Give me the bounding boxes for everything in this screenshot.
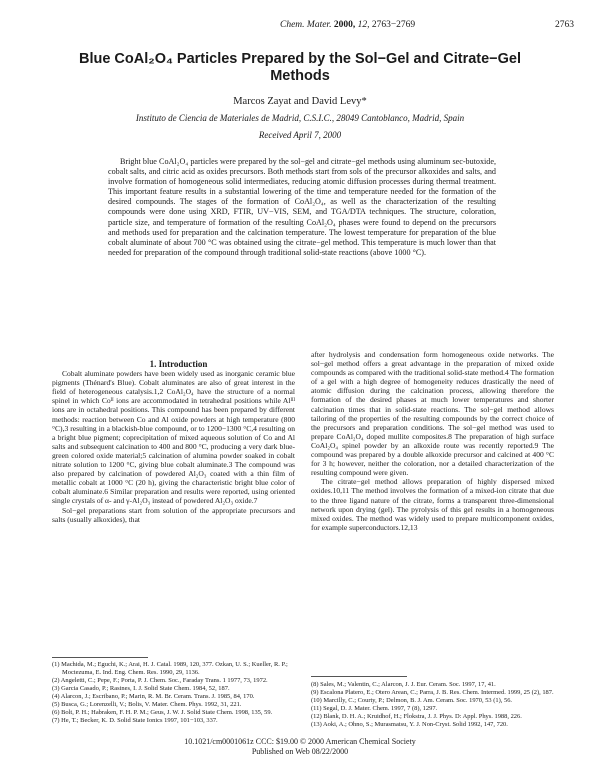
paragraph: The citrate−gel method allows preparation of highly dispersed mixed oxides.10,11 The method involves the formation of a mixed-ion citrate that due to the three ligand nature of the citrate, forms a transparent three-dimensional network upon drying (gel). The pyrolysis of this gel results in a homogeneous mixed oxides. The method was widely used to prepare multicomponent oxides, for example superconductors.12,13: [311, 477, 554, 532]
reference-item: (5) Busca, G.; Lorenzelli, V.; Bolis, V. Mater. Chem. Phys. 1992, 31, 221.: [52, 701, 242, 708]
reference-item: (7) He, T.; Becker, K. D. Solid State Ionics 1997, 101−103, 337.: [52, 717, 218, 724]
page-footer: [0, 737, 600, 756]
reference-item: (13) Aoki, A.; Ohno, S.; Murasmatsu, Y. J. Non-Cryst. Solid 1992, 147, 720.: [311, 721, 508, 728]
reference-item: (3) Garcia Casado, P.; Rasines, I. J. Solid State Chem. 1984, 52, 187.: [52, 685, 230, 692]
left-column: [52, 360, 295, 524]
reference-item: (12) Blank, D. H. A.; Kruidhof, H.; Flokstra, J. J. Phys. D: Appl. Phys. 1988, 226.: [311, 713, 522, 720]
reference-item: (8) Sales, M.; Valentin, C.; Alarcon, J. J. Eur. Ceram. Soc. 1997, 17, 41.: [311, 681, 496, 688]
footnote-divider: [311, 676, 407, 677]
paragraph: Sol−gel preparations start from solution of the appropriate precursors and salts (usually alkoxides), that: [52, 505, 295, 524]
affiliation: Instituto de Ciencia de Materiales de Madrid, C.S.I.C., 28049 Cantoblanco, Madrid, Spain: [135, 113, 465, 123]
publication-date: Published on Web 08/22/2000: [251, 746, 349, 756]
authors: Marcos Zayat and David Levy*: [233, 96, 367, 107]
paper-title: Blue CoAl₂O₄ Particles Prepared by the Sol−Gel and Citrate−Gel Methods: [78, 51, 522, 84]
received-date: Received April 7, 2000: [258, 130, 342, 140]
page-number: 2763: [555, 20, 574, 30]
reference-item: (9) Escalona Platero, E.; Otero Arean, C.; Parra, J. B. Res. Chem. Intermed. 1999, 25 (2), 187.: [311, 689, 554, 696]
doi-line: 10.1021/cm0001061z CCC: $19.00 © 2000 American Chemical Society: [184, 737, 416, 746]
journal-citation: Chem. Mater. 2000, 12, 2763−2769: [280, 20, 416, 30]
reference-item: (11) Segal, D. J. Mater. Chem. 1997, 7 (8), 1297.: [311, 705, 438, 712]
reference-item: (4) Alarcon, J.; Escribano, P.; Marin, R. M. Br. Ceram. Trans. J. 1985, 84, 170.: [52, 693, 255, 700]
section-heading: 1. Introduction: [149, 359, 208, 369]
running-header: [0, 20, 600, 34]
reference-item: (2) Angeletti, C.; Pepe, F.; Porta, P. J. Chem. Soc., Faraday Trans. 1 1977, 73, 1972.: [52, 677, 268, 684]
paragraph: after hydrolysis and condensation form homogeneous oxide networks. The sol−gel method offers a great advantage in the preparation of mixed oxide compounds as compared with the traditional solid-state method.4 The formation of a gel with a high degree of homogeneity reduces drastically the need of atomic diffusion during the calcination process, allowing therefore the formation of the desired phases at much lower temperatures and shorter calcination times that in solid-state reactions. The sol−gel method allows tailoring of the properties of the resulting compounds by the correct choice of the precursors and preparation conditions. The sol−gel method was used to prepare CoAl₂O₄ doped mullite composites.8 The preparation of high surface CoAl₂O₄ spinel powder by an alkoxide route was recently reported.9 The compound was prepared by a double alkoxide precursor and calcined at 400 °C for 3 h; however, neither the coloration, nor a detailed characterization of the resulting compound were given.: [311, 350, 554, 478]
reference-item: (6) Bolt, P. H.; Habraken, F. H. P. M.; Geus, J. W. J. Solid State Chem. 1998, 135, 59.: [52, 709, 273, 716]
reference-item: (1) Machida, M.; Eguchi, K.; Arai, H. J. Catal. 1989, 120, 377. Ozkan, U. S.; Kueller, R. P.; Moctezuma, E. Ind. Eng. Chem. Res. 1990, 29, 1136.: [52, 661, 288, 676]
paragraph: Cobalt aluminate powders have been widely used as inorganic ceramic blue pigments (Thénard's Blue). Cobalt aluminates are also of great interest in the field of heterogeneous catalysis.1,2 CoAl₂O₄ have the structure of a normal spinel in which Coᴵᴵ ions are accommodated in tetrahedral positions while Alᴵᴵᴵ ions are in octahedral positions. This compound has been prepared by different methods: reaction between Co and Al oxide powders at high temperature (800 °C),3 resulting in a blackish-blue compound, or to 1200−1300 °C,4 resulting on a bright blue pigment; coprecipitation of mixed aqueous solution of Co and Al salts and subsequent calcination to 400 and 800 °C, producing a very dark blue-green colored oxide material;5 calcination of alumina powder soaked in cobalt nitrate solution to 1200 °C, giving blue cobalt aluminate.3 The compound was also prepared by calcination of powdered Al₂O₃ coated with a thin film of metallic cobalt at 1000 °C (20 h), giving the characteristic bright blue color of cobalt aluminate.6 Similar preparation and results were reported, using oriented single crystals of α- and γ-Al₂O₃ instead of powdered Al₂O₃ oxide.7: [52, 369, 295, 506]
right-column: [311, 350, 554, 532]
references-right: [311, 681, 554, 729]
abstract: Bright blue CoAl₂O₄ particles were prepared by the sol−gel and citrate−gel methods using aluminum sec-butoxide, cobalt salts, and citric acid as oxides precursors. Both methods start from sols of the precursor alkoxides and salts, and involve formation of homogeneous solid intermediates, reducing atomic diffusion processes during thermal treatment. This important feature results in a substantial lowering of the time and temperature needed for the formation of the desired compounds. The stages of the formation of CoAl₂O₄, as well as the characterization of the resulting compounds were done using XRD, FTIR, UV−VIS, SEM, and TGA/DTA techniques. The structure, coloration, particle size, and temperature of formation of the resulting CoAl₂O₄ phases were found to depend on the precursors and methods used for preparation and the calcination temperature. The lowest temperature for preparation of the blue cobalt aluminate of about 700 °C was obtained using the citrate−gel method. This temperature is much lower than that needed for preparation of the compound through traditional solid-state reactions (above 1000 °C).: [108, 157, 496, 257]
references-left: [52, 661, 295, 725]
footnote-divider: [52, 657, 148, 658]
reference-item: (10) Marcilly, C.; Courty, P.; Delmon, B. J. Am. Ceram. Soc. 1970, 53 (1), 56.: [311, 697, 513, 704]
